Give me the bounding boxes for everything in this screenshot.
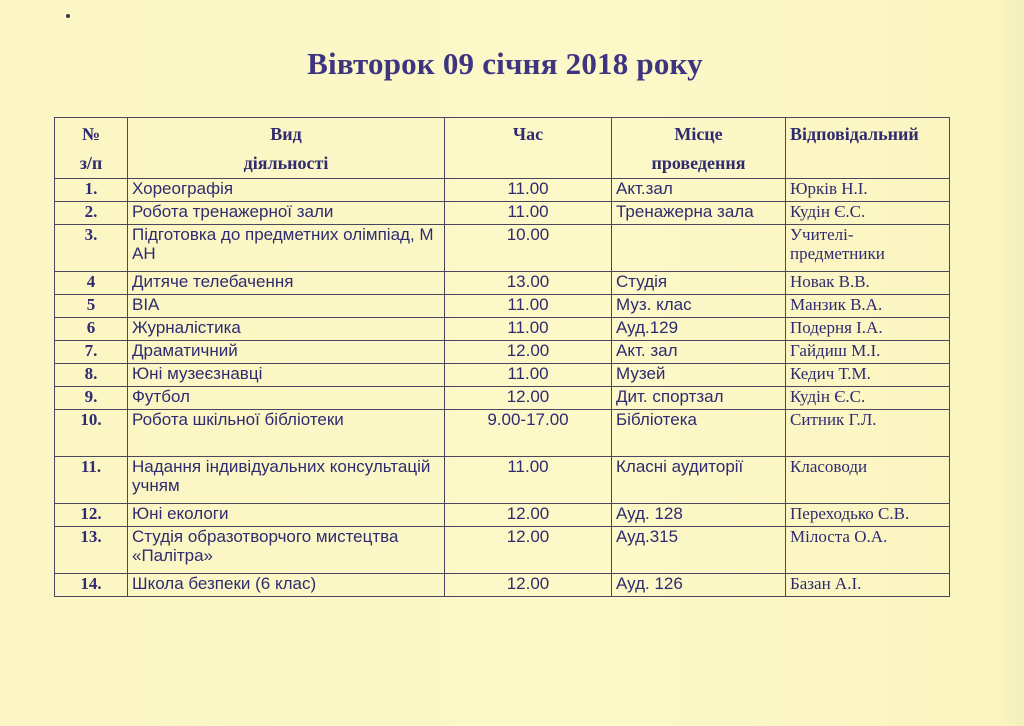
row-responsible: Переходько С.В.	[786, 504, 950, 527]
header-time: Час	[445, 118, 612, 179]
table-row	[55, 341, 950, 364]
row-time: 11.00	[445, 295, 612, 318]
row-responsible: Мілоста О.А.	[786, 527, 950, 574]
row-place: Студія	[612, 272, 786, 295]
row-responsible: Гайдиш М.І.	[786, 341, 950, 364]
paper-edge-shadow	[1000, 0, 1024, 726]
row-time: 11.00	[445, 364, 612, 387]
table-row	[55, 364, 950, 387]
table-row	[55, 295, 950, 318]
row-number: 10.	[55, 410, 128, 457]
row-number: 7.	[55, 341, 128, 364]
row-responsible: Ситник Г.Л.	[786, 410, 950, 457]
table-header-row	[55, 118, 950, 179]
row-responsible: Базан А.І.	[786, 574, 950, 597]
table-row	[55, 504, 950, 527]
row-place: Ауд. 128	[612, 504, 786, 527]
row-activity: Студія образотворчого мистецтва «Палітра»	[128, 527, 445, 574]
header-place-line2: проведення	[651, 153, 746, 173]
row-place	[612, 225, 786, 272]
row-place: Ауд.315	[612, 527, 786, 574]
row-time: 11.00	[445, 202, 612, 225]
row-number: 13.	[55, 527, 128, 574]
row-place: Класні аудиторії	[612, 457, 786, 504]
row-place: Акт. зал	[612, 341, 786, 364]
row-number: 5	[55, 295, 128, 318]
row-place: Ауд. 126	[612, 574, 786, 597]
row-activity: Драматичний	[128, 341, 445, 364]
row-activity: Підготовка до предметних олімпіад, М АН	[128, 225, 445, 272]
scan-speck	[66, 14, 70, 18]
row-time: 9.00-17.00	[445, 410, 612, 457]
header-number	[55, 118, 128, 179]
row-place: Ауд.129	[612, 318, 786, 341]
row-activity: Дитяче телебачення	[128, 272, 445, 295]
row-number: 2.	[55, 202, 128, 225]
header-place	[612, 118, 786, 179]
row-time: 12.00	[445, 387, 612, 410]
row-time: 13.00	[445, 272, 612, 295]
row-number: 6	[55, 318, 128, 341]
row-number: 4	[55, 272, 128, 295]
row-time: 12.00	[445, 341, 612, 364]
row-activity: Робота шкільної бібліотеки	[128, 410, 445, 457]
row-activity: Школа безпеки (6 клас)	[128, 574, 445, 597]
table-row	[55, 457, 950, 504]
row-number: 8.	[55, 364, 128, 387]
row-place: Музей	[612, 364, 786, 387]
page-title: Вівторок 09 січня 2018 року	[307, 46, 703, 81]
row-number: 11.	[55, 457, 128, 504]
row-responsible: Манзик В.А.	[786, 295, 950, 318]
row-activity: Надання індивідуальних консультацій учням	[128, 457, 445, 504]
table-row	[55, 387, 950, 410]
row-activity: Робота тренажерної зали	[128, 202, 445, 225]
row-activity: Хореографія	[128, 179, 445, 202]
header-activity-line2: діяльності	[243, 153, 329, 173]
row-place: Акт.зал	[612, 179, 786, 202]
row-time: 12.00	[445, 504, 612, 527]
row-time: 11.00	[445, 179, 612, 202]
row-number: 3.	[55, 225, 128, 272]
table-row	[55, 179, 950, 202]
table-row	[55, 527, 950, 574]
row-responsible: Новак В.В.	[786, 272, 950, 295]
row-number: 9.	[55, 387, 128, 410]
row-activity: ВІА	[128, 295, 445, 318]
row-place: Бібліотека	[612, 410, 786, 457]
row-activity: Юні екологи	[128, 504, 445, 527]
row-number: 12.	[55, 504, 128, 527]
row-responsible: Учителі-предметники	[786, 225, 950, 272]
row-number: 1.	[55, 179, 128, 202]
header-responsible: Відповідальний	[786, 118, 950, 179]
row-activity: Журналістика	[128, 318, 445, 341]
header-place-line1: Місце	[674, 124, 723, 144]
table-row	[55, 225, 950, 272]
table-row	[55, 272, 950, 295]
table-row	[55, 202, 950, 225]
table-row	[55, 574, 950, 597]
row-responsible: Кудін Є.С.	[786, 387, 950, 410]
row-responsible: Класоводи	[786, 457, 950, 504]
row-activity: Юні музеєзнавці	[128, 364, 445, 387]
row-time: 10.00	[445, 225, 612, 272]
row-place: Дит. спортзал	[612, 387, 786, 410]
row-responsible: Подерня І.А.	[786, 318, 950, 341]
row-time: 12.00	[445, 574, 612, 597]
header-number-line1: №	[81, 124, 101, 144]
row-responsible: Кедич Т.М.	[786, 364, 950, 387]
row-activity: Футбол	[128, 387, 445, 410]
table-row	[55, 318, 950, 341]
row-time: 11.00	[445, 457, 612, 504]
schedule-table	[54, 117, 950, 597]
table-row	[55, 410, 950, 457]
row-responsible: Юрків Н.І.	[786, 179, 950, 202]
row-responsible: Кудін Є.С.	[786, 202, 950, 225]
header-number-line2: з/п	[79, 153, 103, 173]
row-place: Тренажерна зала	[612, 202, 786, 225]
row-time: 11.00	[445, 318, 612, 341]
row-time: 12.00	[445, 527, 612, 574]
row-number: 14.	[55, 574, 128, 597]
header-activity	[128, 118, 445, 179]
row-place: Муз. клас	[612, 295, 786, 318]
header-activity-line1: Вид	[270, 124, 302, 144]
